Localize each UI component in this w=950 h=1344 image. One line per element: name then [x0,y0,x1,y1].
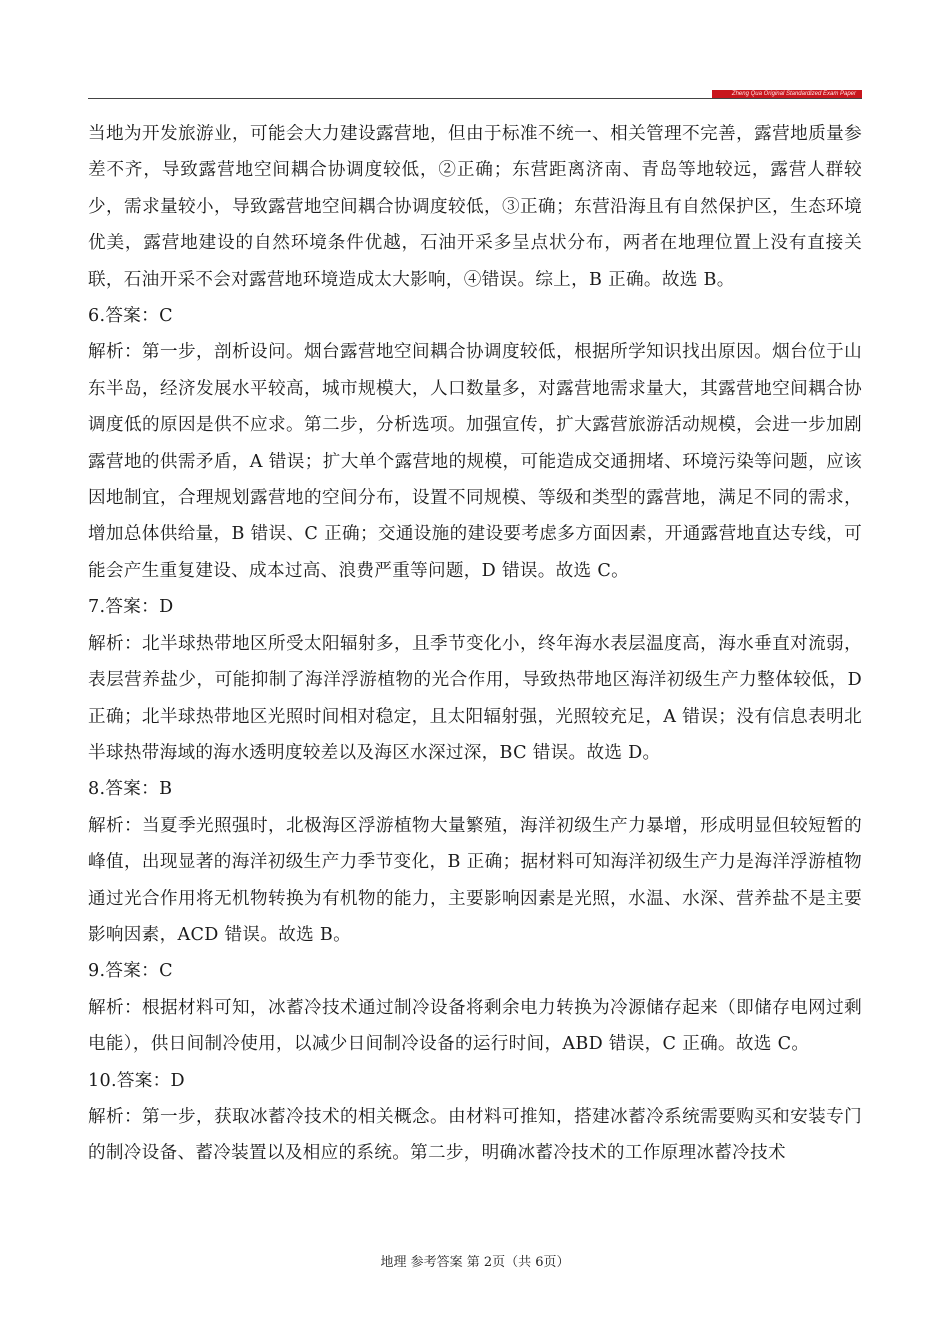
analysis-7: 解析：北半球热带地区所受太阳辐射多，且季节变化小，终年海水表层温度高，海水垂直对流弱，表层营养盐少，可能抑制了海洋浮游植物的光合作用，导致热带地区海洋初级生产力整体较低，D 正确；北半球热带地区光照时间相对稳定，且太阳辐射强，光照较充足，A 错误；没有信息表明北半球热带海域的海水透明度较差以及海区水深过深，BC 错误。故选 D。 [88,633,862,763]
analysis-8: 解析：当夏季光照强时，北极海区浮游植物大量繁殖，海洋初级生产力暴增，形成明显但较短暂的峰值，出现显著的海洋初级生产力季节变化，B 正确；据材料可知海洋初级生产力是海洋浮游植物通过光合作用将无机物转换为有机物的能力，主要影响因素是光照，水温、水深、营养盐不是主要影响因素，ACD 错误。故选 B。 [88,815,862,945]
analysis-6: 解析：第一步，剖析设问。烟台露营地空间耦合协调度较低，根据所学知识找出原因。烟台位于山东半岛，经济发展水平较高，城市规模大，人口数量多，对露营地需求量大，其露营地空间耦合协调度低的原因是供不应求。第二步，分析选项。加强宣传，扩大露营旅游活动规模，会进一步加剧露营地的供需矛盾，A 错误；扩大单个露营地的规模，可能造成交通拥堵、环境污染等问题，应该因地制宜，合理规划露营地的空间分布，设置不同规模、等级和类型的露营地，满足不同的需求，增加总体供给量，B 错误、C 正确；交通设施的建设要考虑多方面因素，开通露营地直达专线，可能会产生重复建设、成本过高、浪费严重等问题，D 错误。故选 C。 [88,342,862,581]
paragraph-continued-analysis: 当地为开发旅游业，可能会大力建设露营地，但由于标准不统一、相关管理不完善，露营地质量参差不齐，导致露营地空间耦合协调度较低，②正确；东营距离济南、青岛等地较远，露营人群较少，需求量较小，导致露营地空间耦合协调度较低，③正确；东营沿海且有自然保护区，生态环境优美，露营地建设的自然环境条件优越，石油开采多呈点状分布，两者在地理位置上没有直接关联，石油开采不会对露营地环境造成太大影响，④错误。综上，B 正确。故选 B。 [88,124,862,290]
header-rule [88,98,862,99]
page-footer: 地理 参考答案 第 2页（共 6页） [380,1255,570,1270]
analysis-9: 解析：根据材料可知，冰蓄冷技术通过制冷设备将剩余电力转换为冷源储存起来（即储存电网过剩电能），供日间制冷使用，以减少日间制冷设备的运行时间，ABD 错误，C 正确。故选 C。 [88,997,862,1055]
answer-10: 10.答案：D [88,1070,185,1091]
analysis-10: 解析：第一步，获取冰蓄冷技术的相关概念。由材料可推知，搭建冰蓄冷系统需要购买和安装专门的制冷设备、蓄冷装置以及相应的系统。第二步，明确冰蓄冷技术的工作原理冰蓄冷技术 [88,1106,862,1164]
header-brand-tag: Zheng Qua Original Standardized Exam Paper [712,90,862,98]
answer-9: 9.答案：C [88,961,173,982]
answer-8: 8.答案：B [88,779,173,800]
answer-7: 7.答案：D [88,597,174,618]
answer-content [88,116,862,1172]
answer-6: 6.答案：C [88,306,173,327]
